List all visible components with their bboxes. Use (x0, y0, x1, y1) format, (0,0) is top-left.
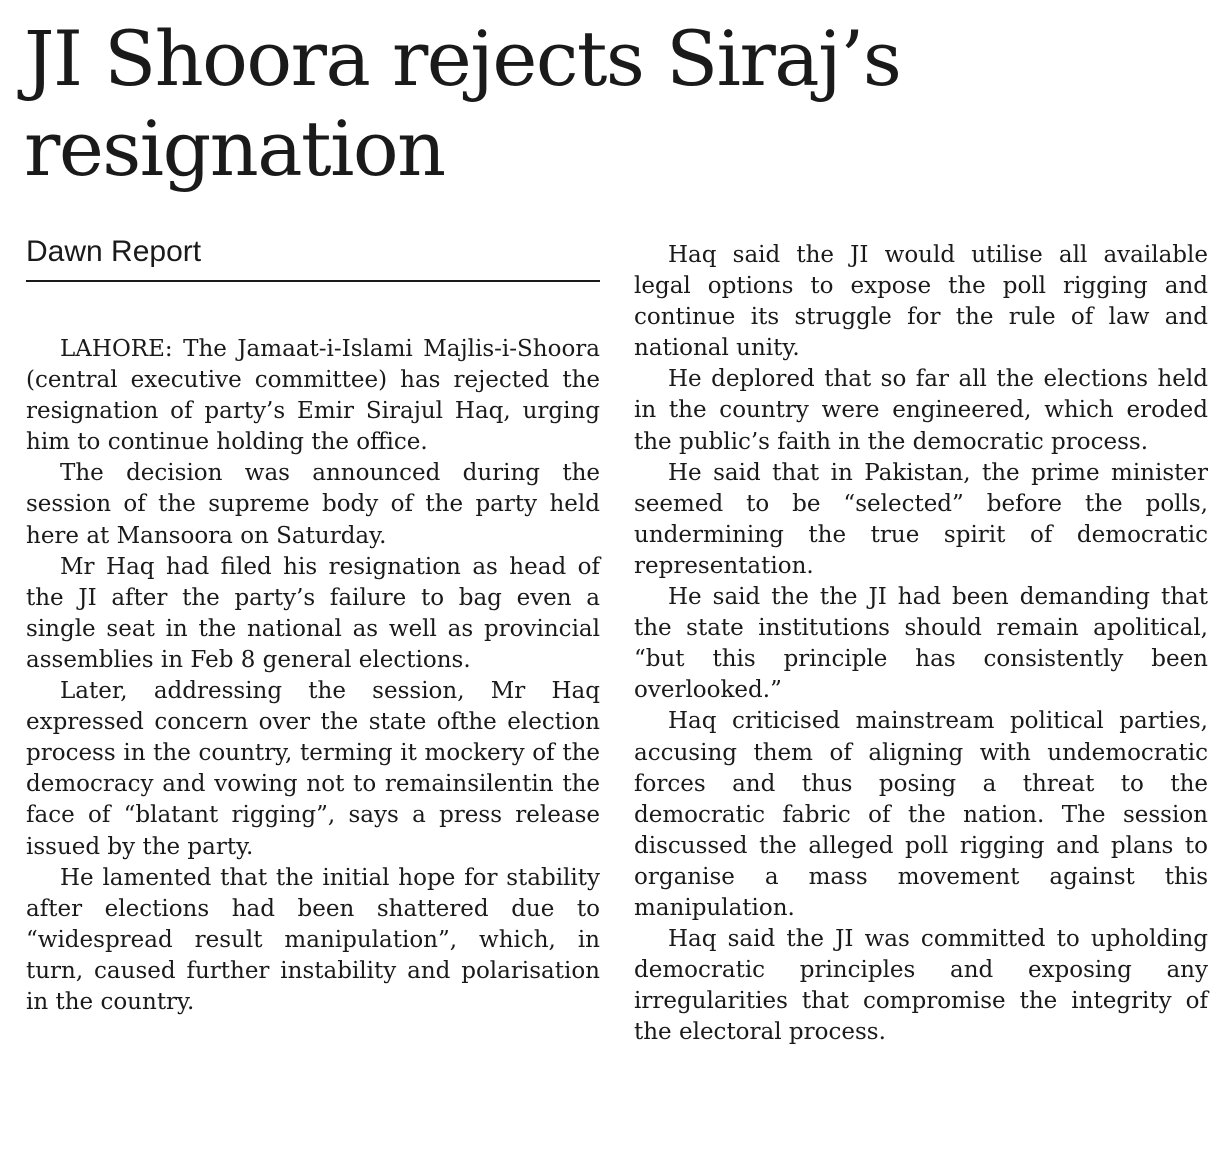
paragraph: Mr Haq had filed his resignation as head of the JI after the party’s failure to bag even a single seat in the national as well as provincial assemblies in Feb 8 general elections. (26, 553, 600, 673)
paragraph: The decision was announced during the session of the supreme body of the party held here at Mansoora on Saturday. (26, 460, 600, 549)
article-column-left (26, 334, 600, 1018)
byline-divider (26, 280, 600, 282)
paragraph: LAHORE: The Jamaat-i-Islami Majlis-i-Shoora (central executive committee) has rejected the resignation of party’s Emir Sirajul Haq, urging him to continue holding the office. (26, 336, 600, 456)
headline-line-1: JI Shoora rejects Siraj’s (24, 14, 901, 103)
paragraph: Haq said the JI was committed to upholding democratic principles and exposing any irregularities that compromise the integrity of the electoral process. (634, 926, 1208, 1046)
paragraph: He said that in Pakistan, the prime minister seemed to be “selected” before the polls, undermining the true spirit of democratic representation. (634, 459, 1208, 579)
paragraph: Haq said the JI would utilise all available legal options to expose the poll rigging and continue its struggle for the rule of law and national unity. (634, 242, 1208, 362)
paragraph: He lamented that the initial hope for stability after elections had been shattered due to “widespread result manipulation”, which, in turn, caused further instability and polarisation in the country. (26, 864, 600, 1015)
paragraph: He deplored that so far all the elections held in the country were engineered, which eroded the public’s faith in the democratic process. (634, 366, 1208, 455)
paragraph: Haq criticised mainstream political parties, accusing them of aligning with undemocratic forces and thus posing a threat to the democratic fabric of the nation. The session discussed the alleged poll rigging and plans to organise a mass movement against this manipulation. (634, 708, 1208, 921)
headline (24, 14, 1204, 194)
paragraph: Later, addressing the session, Mr Haq expressed concern over the state ofthe election process in the country, terming it mockery of the democracy and vowing not to remainsilentin the face of “blatant rigging”, says a press release issued by the party. (26, 678, 600, 860)
paragraph: He said the the JI had been demanding that the state institutions should remain apolitical, “but this principle has consistently been overlooked.” (634, 584, 1208, 704)
byline: Dawn Report (26, 235, 202, 268)
headline-line-2: resignation (24, 104, 445, 193)
article-column-right (634, 240, 1208, 1048)
